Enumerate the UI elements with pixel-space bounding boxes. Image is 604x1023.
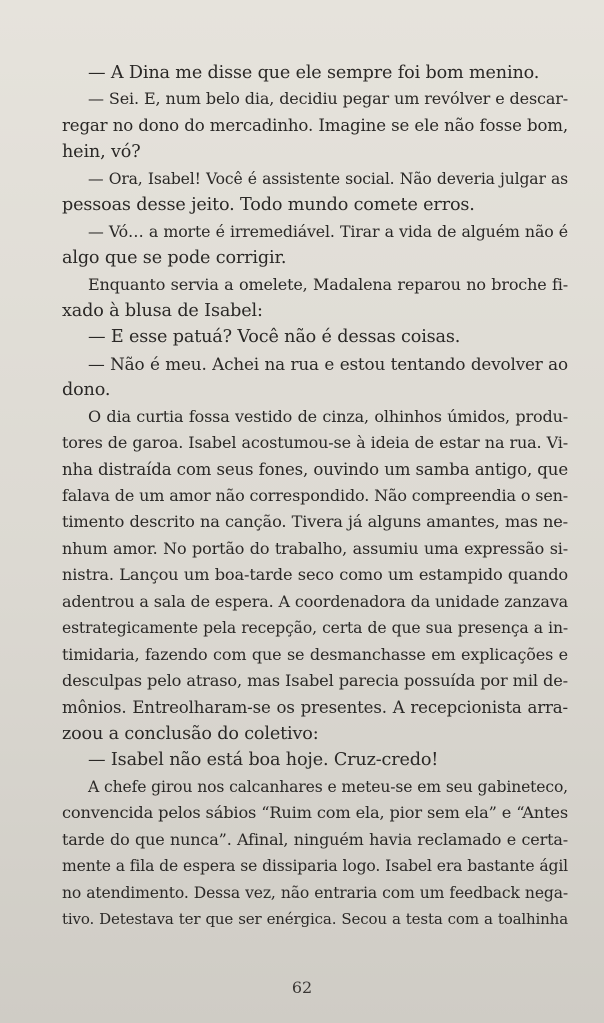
text-line: — Vó… a morte é irremediável. Tirar a vida de alguém não é <box>88 221 568 241</box>
text-line: dono. <box>62 380 111 401</box>
text-line: zoou a conclusão do coletivo: <box>62 723 319 744</box>
text-line: tivo. Detestava ter que ser enérgica. Secou a testa com a toalhinha <box>62 910 568 928</box>
text-line: falava de um amor não correspondido. Não compreendia o sen- <box>62 486 569 505</box>
text-line: tores de garoa. Isabel acostumou-se à ideia de estar na rua. Vi- <box>62 433 568 453</box>
text-line: pessoas desse jeito. Todo mundo comete erros. <box>62 195 475 216</box>
text-line: — Sei. E, num belo dia, decidiu pegar um revólver e descar- <box>88 89 568 109</box>
text-line: — Ora, Isabel! Você é assistente social. Não deveria julgar as <box>88 169 568 188</box>
text-line: — Não é meu. Achei na rua e estou tentando devolver ao <box>88 353 568 374</box>
text-line: no atendimento. Dessa vez, não entraria com um feedback nega- <box>62 883 568 902</box>
text-line: nistra. Lançou um boa-tarde seco como um estampido quando <box>62 565 568 585</box>
text-line: — A Dina me disse que ele sempre foi bom menino. <box>88 63 540 83</box>
text-line: timento descrito na canção. Tivera já alguns amantes, mas ne- <box>62 512 568 532</box>
text-line: nha distraída com seus fones, ouvindo um samba antigo, que <box>62 459 568 479</box>
text-line: adentrou a sala de espera. A coordenadora da unidade zanzava <box>62 591 568 611</box>
text-line: A chefe girou nos calcanhares e meteu-se em seu gabineteco, <box>88 777 568 796</box>
text-line: — Isabel não está boa hoje. Cruz-credo! <box>88 750 439 771</box>
text-line: mônios. Entreolharam-se os presentes. A recepcionista arra- <box>62 697 568 717</box>
text-line: desculpas pelo atraso, mas Isabel parecia possuída por mil de- <box>62 671 568 691</box>
text-line: algo que se pode corrigir. <box>62 248 287 269</box>
text-line: timidaria, fazendo com que se desmanchasse em explicações e <box>62 644 568 664</box>
text-line: O dia curtia fossa vestido de cinza, olhinhos úmidos, produ- <box>88 406 568 426</box>
text-line: estrategicamente pela recepção, certa de que sua presença a in- <box>62 619 568 638</box>
text-line: Enquanto servia a omelete, Madalena reparou no broche fi- <box>88 274 568 294</box>
text-line: nhum amor. No portão do trabalho, assumiu uma expressão si- <box>62 538 568 558</box>
text-line: regar no dono do mercadinho. Imagine se ele não fosse bom, <box>62 115 568 135</box>
text-line: — E esse patuá? Você não é dessas coisas. <box>88 327 461 348</box>
text-line: convencida pelos sábios “Ruim com ela, pior sem ela” e “Antes <box>62 803 569 823</box>
body-text <box>62 60 568 932</box>
text-line: hein, vó? <box>62 142 141 163</box>
text-line: xado à blusa de Isabel: <box>62 300 263 321</box>
text-line: tarde do que nunca”. Afinal, ninguém havia reclamado e certa- <box>62 829 568 849</box>
text-line: mente a fila de espera se dissiparia logo. Isabel era bastante ágil <box>62 857 568 876</box>
page-number: 62 <box>291 978 313 997</box>
